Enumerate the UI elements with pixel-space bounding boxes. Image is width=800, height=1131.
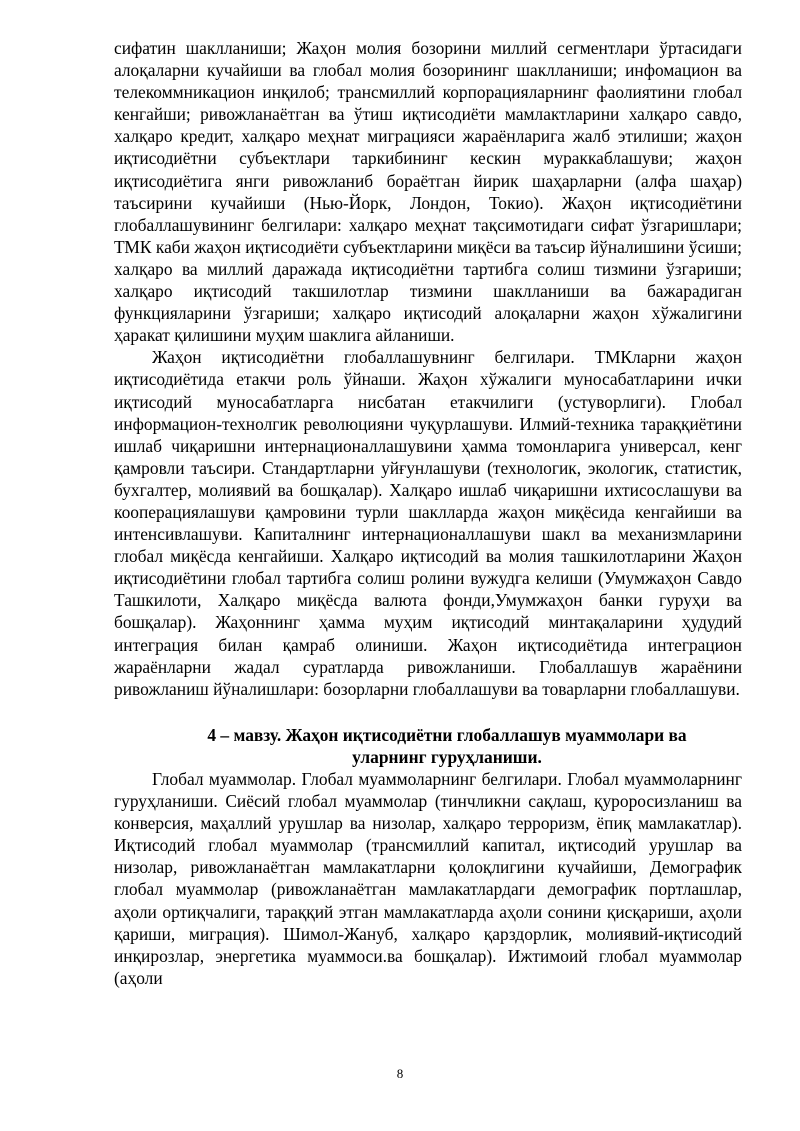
page-number: 8 — [396, 1066, 404, 1081]
paragraph-globalization-signs: Жаҳон иқтисодиётни глобаллашувнинг белгилари. ТМКларни жаҳон иқтисодиётида етакчи роль ўйнаши. Жаҳон хўжалиги муносабатларини ички иқтисодий муносабатларга нисбатан етакчилиги (устуворлиги). Глобал информацион-технолгик революцияни чуқурлашуви. Илмий-техника тараққиётини ишлаб чиқаришни интернационаллашувини ҳамма томонларига универсал, кенг қамровли таъсири. Стандартларни уйғунлашуви (технологик, экологик, статистик, бухгалтер, молиявий ва бошқалар). Халқаро ишлаб чиқаришни ихтисослашуви ва кооперациялашуви қамровини турли шаклларда жаҳон миқёсида кенгайиши ва интенсивлашуви. Капиталнинг интернационаллашуви шакл ва механизмларини глобал миқёсда кенгайиши. Халқаро иқтисодий ва молия ташкилотларини Жаҳон иқтисодиётини глобал тартибга солиш ролини вужудга келиши (Умумжаҳон Савдо Ташкилоти, Халқаро миқёсда валюта фонди,Умумжаҳон банки гуруҳи ва бошқалар). Жаҳоннинг ҳамма муҳим иқтисодий минтақаларини ҳудудий интеграция билан қамраб олиниши. Жаҳон иқтисодиётида интеграцион жараёнларни жадал суратларда ривожланиши. Глобаллашув жараёнини ривожланиш йўналишлари: бозорларни глобаллашуви ва товарларни глобаллашуви. — [114, 347, 742, 699]
paragraph-intro-continuation: сифатин шаклланиши; Жаҳон молия бозорини миллий сегментлари ўртасидаги алоқаларни кучайиши ва глобал молия бозорининг шаклланиши; инфомацион ва телекоммникацион инқилоб; трансмиллий корпорацияларнинг фаолиятини глобал кенгайши; ривожланаётган ва ўтиш иқтисодиёти мамлактларини халқаро савдо, халқаро кредит, халқаро меҳнат миграцияси жараёнларига жалб этилиши; жаҳон иқтисодиётни субъектлари таркибининг кескин мураккаблашуви; жаҳон иқтисодиётига янги ривожланиб бораётган йирик шаҳарларни (алфа шаҳар) таъсирини кучайиши (Нью-Йорк, Лондон, Токио). Жаҳон иқтисодиётини глобаллашувининг белгилари: халқаро меҳнат тақсимотидаги сифат ўзгаришлари; ТМК каби жаҳон иқтисодиёти субъектларини миқёси ва таъсир йўналишини ўсиши; халқаро ва миллий даражада иқтисодиётни тартибга солиш тизмини ўзгариши; халқаро иқтисодий такшилотлар тизмини шаклланиши ва бажарадиган функцияларини ўзгариши; халқаро иқтисодий алоқаларни жаҳон хўжалигини ҳаракат қилишини муҳим шаклига айланиши. — [114, 38, 742, 346]
paragraph-global-problems: Глобал муаммолар. Глобал муаммоларнинг белгилари. Глобал муаммоларнинг гуруҳланиши. Сиёсий глобал муаммолар (тинчликни сақлаш, қуроросизланиш ва конверсия, маҳаллий урушлар ва низолар, халқаро терроризм, ёпиқ мамлакатлар). Иқтисодий глобал муаммолар (трансмиллий капитал, иқтисодий урушлар ва низолар, ривожланаётган мамлакатларни қолоқлигини кучайиши, Демографик глобал муаммолар (ривожланаётган мамлакатлардаги демографик портлашлар, аҳоли ортиқчалиги, тараққий этган мамлакатларда аҳоли сонини қисқариши, аҳоли қариши, миграция). Шимол-Жануб, халқаро қарздорлик, молиявий-иқтисодий инқирозлар, энергетика муаммоси.ва бошқалар). Ижтимоий глобал муаммолар (аҳоли — [114, 769, 742, 988]
section-heading — [114, 724, 742, 768]
section-heading-line-2: уларнинг гуруҳланиши. — [352, 746, 542, 767]
page-content — [114, 37, 742, 989]
section-heading-line-1: 4 – мавзу. Жаҳон иқтисодиётни глобаллашув муаммолари ва — [207, 724, 687, 745]
